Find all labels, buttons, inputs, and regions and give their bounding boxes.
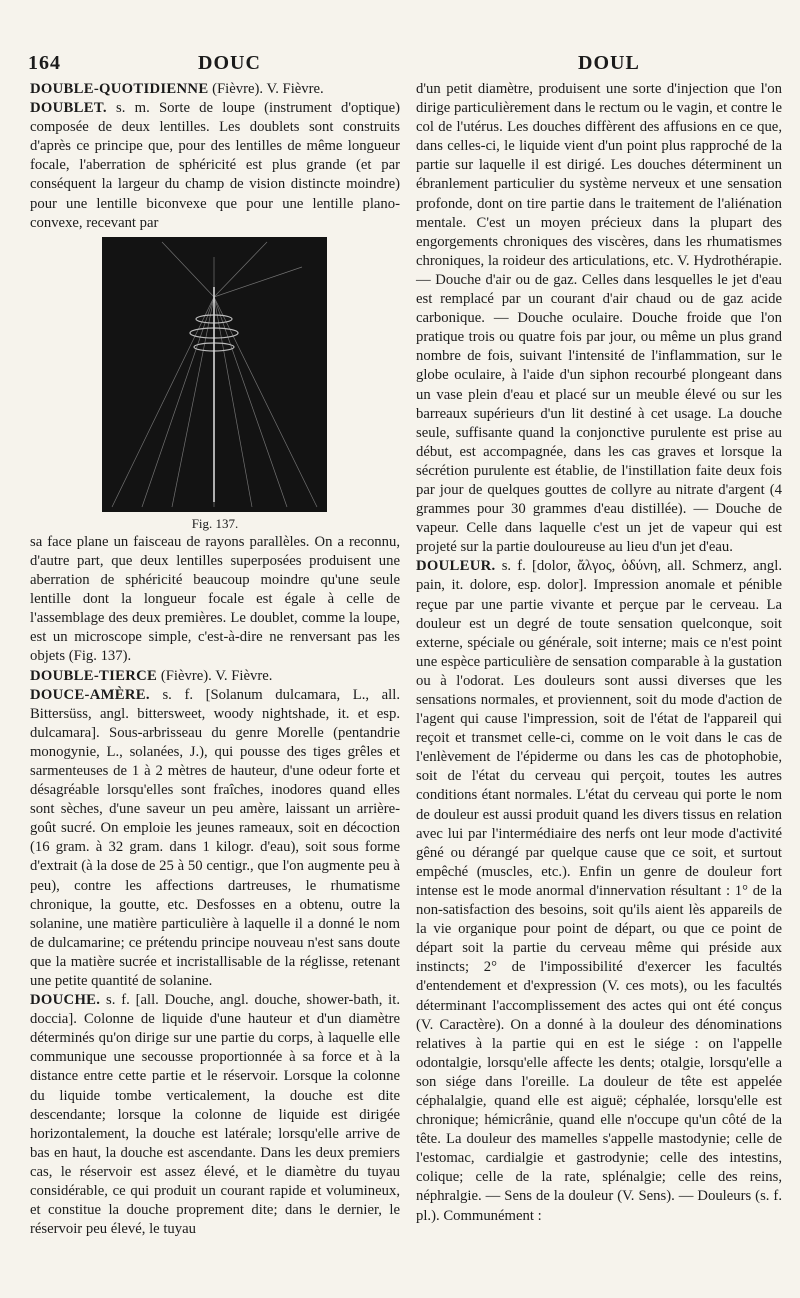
entry-text: (Fièvre). V. Fièvre. bbox=[157, 667, 273, 684]
entry-text: s. f. [dolor, ἄλγος, ὀδύνη, all. Schmerz, angl. pain, it. dolore, esp. dolor]. Impression anomale et pénible reçue par une partie vivante et perçue par le cerveau. La douleur est un degré de toute sensation quelconque, soit externe, spéciale ou générale, soit interne; mais ce n'est point une espèce particulière de sensation comparable à la gustation ou à l'odorat. Les douleurs sont aussi diverses que les sensations normales, et proviennent, soit du mode d'action de l'agent qui cause l'impression, soit de l'état de l'appareil qui reçoit et transmet celle-ci, comme on le voit dans le cas de l'enlèvement de l'épiderme ou dans les cas de photophobie, soit de l'état du cerveau qui perçoit, toutes les autres conditions étant normales. L'état du cerveau qui porte le nom de douleur est aussi produit quand les divers tissus en relation avec lui par l'intermédiaire des nerfs ont leur mode d'activité gêné ou dérangé par quelque cause que ce soit, et surtout empêché (muscles, etc.). Enfin un genre de douleur fort intense est le mode anormal d'innervation résultant : 1° de la non-satisfaction des besoins, soit qu'ils aient lès appareils de la vie organique pour point de départ, ou que ce point de départ soit la partie du cerveau même qui préside aux instincts; 2° de l'impossibilité d'exercer les facultés d'entendement et d'expression (V. ces mots), ou les facultés déterminant l'accomplissement des actes qui ont été conçus (V. Caractère). On a donné à la douleur des dénominations relatives à la partie qui en est le siége : on l'appelle odontalgie, lorsqu'elle affecte les dents; otalgie, lorsqu'elle a son siége dans l'oreille. La douleur de tête est appelée céphalalgie, quand elle est aiguë; céphalée, lorsqu'elle est chronique; hémicrânie, quand elle n'occupe qu'un côté de la tête. La douleur des mamelles s'appelle mastodynie; celle de l'estomac, cardialgie et gastrodynie; celle des intestins, colique; celle de la rate, splénalgie; celle des reins, néphralgie. — Sens de la douleur (V. Sens). — Douleurs (s. f. pl.). Communément : bbox=[416, 558, 782, 1224]
entry-double-quotidienne bbox=[30, 80, 400, 99]
figure-caption: Fig. 137. bbox=[191, 515, 239, 531]
headword: DOUCHE. bbox=[30, 992, 101, 1009]
headword: DOULEUR. bbox=[416, 558, 496, 575]
headword: DOUCE-AMÈRE. bbox=[30, 686, 150, 703]
entry-douche bbox=[30, 991, 400, 1239]
entry-douce-amere bbox=[30, 686, 400, 992]
entry-double-tierce bbox=[30, 667, 400, 686]
entry-text: s. f. [Solanum dulcamara, L., all. Bittersüss, angl. bittersweet, woody nightshade, it. et esp. dulcamara]. Sous-arbrisseau du genre Morelle (pentandrie monogynie, L., solanées, J.), qui pousse des tiges grêles et sarmenteuses de 1 à 2 mètres de hauteur, d'une odeur forte et désagréable lorsqu'elles sont fraîches, inodores quand elles sont sèches, d'une saveur un peu amère, laissant un arrière-goût sucré. On emploie les jeunes rameaux, soit en décoction (16 gram. à 32 gram. dans 1 kilogr. d'eau), soit sous forme d'extrait (à la dose de 25 à 50 centigr., que l'on augmente peu à peu), contre les affections dartreuses, le rhumatisme chronique, la goutte, etc. Desfosses en a obtenu, outre la solanine, une matière particulière à laquelle il a donné le nom de dulcamarine; ce prétendu principe nouveau n'est sans doute que la matière sucrée et incristallisable de la réglisse, retenant une petite quantité de solanine. bbox=[30, 686, 400, 989]
entry-doublet bbox=[30, 99, 400, 233]
entry-doublet-continued: sa face plane un faisceau de rayons parallèles. On a reconnu, d'autre part, que deux lentilles superposées produisent une aberration de sphéricité beaucoup moindre qu'une seule lentille dont la longueur focale est égale à celle de l'assemblage des deux premières. Le doublet, comme la loupe, est un microscope simple, c'est-à-dire ne renversant pas les objets (Fig. 137). bbox=[30, 533, 400, 665]
entry-text: (Fièvre). V. Fièvre. bbox=[208, 81, 324, 97]
right-running-head: DOUL bbox=[578, 52, 640, 74]
entry-douleur bbox=[416, 557, 782, 1225]
headword: DOUBLE-TIERCE bbox=[30, 667, 158, 684]
entry-text: s. f. [all. Douche, angl. douche, shower-bath, it. doccia]. Colonne de liquide d'une hauteur et d'un diamètre déterminés qu'on dirige sur une partie du corps, à laquelle elle communique une secousse proportionnée à sa force et à la distance entre cette partie et le réservoir. Lorsque la colonne du liquide tombe verticalement, la douche est dite descendante; lorsque la colonne de liquide est dirigée horizontalement, la douche est latérale; lorsqu'elle arrive de bas en haut, la douche est ascendante. Dans les deux premiers cas, le réservoir est assez élevé, et le diamètre du tuyau considérable, ce qui produit un courant rapide et volumineux, et constitue la douche proprement dite; dans le dernier, le réservoir peu élevé, le tuyau bbox=[30, 992, 400, 1238]
entry-douche-continued: d'un petit diamètre, produisent une sorte d'injection que l'on dirige particulièrement dans le rectum ou le vagin, et contre le col de l'utérus. Les douches diffèrent des affusions en ce que, dans celles-ci, le liquide vient d'un point plus rapproché de la partie sur laquelle il est dirigé. Les douches déterminent un ébranlement particulier du système nerveux et une sensation profonde, dont on tire partie dans le traitement de l'aliénation mentale. C'est un moyen précieux dans la plupart des engorgements chroniques des viscères, dans les rhumatismes chroniques, la roideur des articulations, etc. V. Hydrothérapie. — Douche d'air ou de gaz. Celles dans lesquelles le jet d'eau est remplacé par un courant d'air chaud ou de gaz acide carbonique. — Douche oculaire. Douche froide que l'on pratique trois ou quatre fois par jour, ou même un plus grand nombre de fois, suivant l'intensité de l'inflammation, sur le globe oculaire, à l'aide d'un siphon recourbé plongeant dans un vase plein d'eau et placé sur un meuble élevé ou sur les barreaux supérieurs d'un lit destiné à cet usage. La douche seule, suffisante quand la conjonctive purulente est prise au début, est accompagnée, dans les cas graves et lorsque la sécrétion purulente est établie, de l'instillation faite deux fois par jour de quelques gouttes de collyre au nitrate d'argent (4 grammes pour 30 grammes d'eau distillée). — Douche de vapeur. Celle dans laquelle c'est un jet de vapeur qui est projeté sur la partie douloureuse au lieu d'un jet d'eau. bbox=[416, 81, 782, 556]
right-column bbox=[416, 80, 782, 1226]
left-column bbox=[30, 80, 400, 1239]
page-number: 164 bbox=[28, 52, 61, 74]
headword: DOUBLE-QUOTIDIENNE bbox=[30, 81, 209, 97]
entry-text: s. m. Sorte de loupe (instrument d'optique) composée de deux lentilles. Les doublets sont construits d'après ce principe que, pour des lentilles de même longueur focale, l'aberration de sphéricité est plus grande (et par conséquent la largeur du champ de vision distincte moindre) pour une lentille biconvexe que pour une lentille plano-convexe, recevant par bbox=[30, 100, 400, 231]
figure-137-image bbox=[102, 237, 327, 512]
doublet-ray-diagram bbox=[102, 237, 327, 512]
left-running-head: DOUC bbox=[198, 52, 261, 74]
headword: DOUBLET. bbox=[30, 100, 107, 117]
